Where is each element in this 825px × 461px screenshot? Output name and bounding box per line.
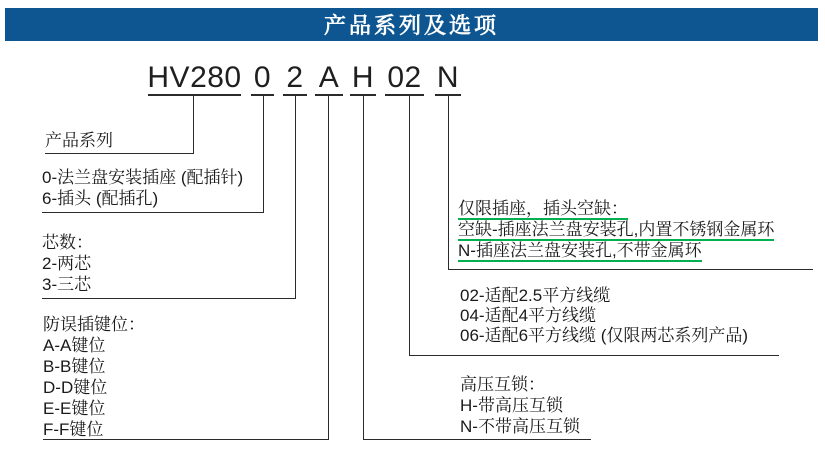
block-series <box>45 130 113 151</box>
connector-line-core-count <box>295 96 296 299</box>
keying-option: D-D键位 <box>43 378 108 397</box>
underline-mount-type-block <box>42 212 264 213</box>
hvil-option: H-带高压互锁 <box>460 396 563 415</box>
cable-size-option: 04-适配4平方线缆 <box>460 306 597 325</box>
metal-ring-option: N-插座法兰盘安装孔,不带金属环 <box>458 241 702 260</box>
keying-option: F-F键位 <box>43 420 104 439</box>
connector-line-cable-size <box>409 96 410 356</box>
hvil-heading: 高压互锁： <box>460 375 545 394</box>
section-title-bar <box>5 8 818 41</box>
core-count-heading: 芯数： <box>42 233 93 252</box>
connector-line-mount-type <box>263 96 264 213</box>
core-count-option: 2-两芯 <box>42 254 92 273</box>
section-title: 产品系列及选项 <box>323 13 499 38</box>
block-hvil <box>460 374 580 437</box>
underline-core-count-block <box>42 298 296 299</box>
metal-ring-option: 空缺-插座法兰盘安装孔,内置不锈钢金属环 <box>458 220 775 239</box>
part-segment-keying: A <box>315 60 343 96</box>
cable-size-option: 02-适配2.5平方线缆 <box>460 286 611 305</box>
keying-option: A-A键位 <box>43 336 106 355</box>
underline-hvil-block <box>363 439 591 440</box>
block-cable-size <box>460 286 748 346</box>
keying-option: E-E键位 <box>43 399 106 418</box>
connector-line-keying <box>328 96 329 440</box>
part-segment-metal-ring: N <box>436 61 460 94</box>
part-segment-series: HV280 <box>147 61 242 94</box>
series-label: 产品系列 <box>45 131 113 150</box>
block-core-count <box>42 232 93 295</box>
connector-line-series <box>193 96 194 154</box>
connector-line-metal-ring <box>448 96 449 270</box>
mount-type-option: 0-法兰盘安装插座 (配插针) <box>42 168 244 187</box>
keying-option: B-B键位 <box>43 357 106 376</box>
underline-cable-size-block <box>409 355 779 356</box>
underline-metal-ring-block <box>448 269 813 270</box>
part-segment-cable-size: 02 <box>385 60 424 96</box>
keying-heading: 防误插键位： <box>43 315 145 334</box>
metal-ring-heading: 仅限插座，插头空缺： <box>458 199 628 218</box>
part-segment-core-count: 2 <box>283 60 307 96</box>
underline-series-block <box>45 153 194 154</box>
block-metal-ring <box>458 198 774 261</box>
hvil-option: N-不带高压互锁 <box>460 417 580 436</box>
part-segment-hvil: H <box>351 61 375 94</box>
core-count-option: 3-三芯 <box>42 275 92 294</box>
cable-size-option: 06-适配6平方线缆 (仅限两芯系列产品) <box>460 326 749 345</box>
block-mount-type <box>42 167 243 209</box>
mount-type-option: 6-插头 (配插孔) <box>42 189 159 208</box>
connector-line-hvil <box>363 96 364 440</box>
part-segment-mount-type: 0 <box>251 60 274 96</box>
block-keying <box>43 314 145 440</box>
